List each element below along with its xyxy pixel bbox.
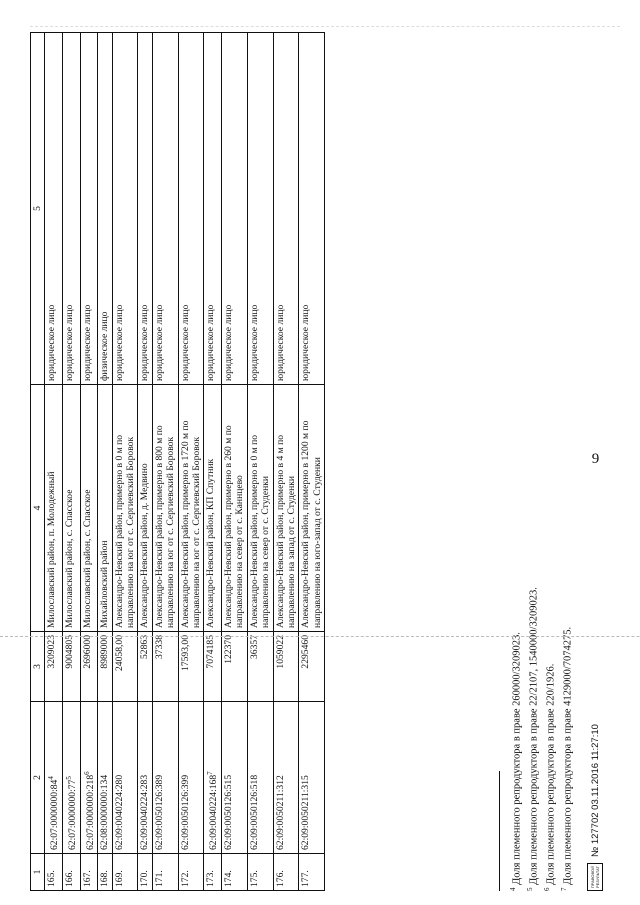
- owner-type: [138, 33, 152, 385]
- table-header-row: [31, 33, 45, 891]
- area-value-text: 1059022: [274, 635, 286, 669]
- footnote-text: Доля племенного репродуктора в праве 4129000/7074275.: [562, 626, 574, 885]
- row-number-text: 165.: [46, 870, 58, 887]
- cadastral-number-text: 62:07:0000000:218: [84, 774, 96, 850]
- row-number-text: 167.: [81, 870, 93, 887]
- cadastral-number-text: 62:09:0050211:315: [300, 775, 312, 850]
- location-text: Милославский район, с. Спасское: [64, 489, 75, 628]
- row-number: [222, 854, 248, 891]
- location: [63, 385, 81, 632]
- location: [45, 385, 63, 632]
- owner-type: [204, 33, 222, 385]
- cadastral-number: [63, 702, 81, 854]
- cadastral-number-text: 62:07:0000000:84: [49, 779, 61, 850]
- cadastral-number-text: 62:09:0050126:518: [248, 774, 260, 850]
- row-number-text: 169.: [113, 870, 125, 887]
- area-value-text: 24058,00: [113, 635, 125, 671]
- row-number: [247, 854, 273, 891]
- owner-type-text: юридическое лицо: [179, 304, 191, 381]
- cadastral-number-text: 62:09:0040224:283: [139, 774, 151, 850]
- location: [204, 385, 222, 632]
- owner-type: [273, 33, 299, 385]
- footnote-text: Доля племенного репродуктора в праве 260000/3209023.: [511, 632, 523, 885]
- area-value-text: 2696000: [81, 635, 93, 669]
- cadastral-number-text: 62:09:0040224:280: [113, 774, 125, 850]
- footnote-ref: 5: [65, 776, 73, 780]
- footnote: [558, 31, 575, 891]
- location-text: Александро-Невский район, примерно в 260 м по направлению на север от с. Каннцево: [223, 425, 246, 628]
- cadastral-number: [222, 702, 248, 854]
- registry-table: [30, 32, 325, 891]
- area-value: [63, 632, 81, 702]
- location-text: Александро-Невский район, примерно в 1200 м по направлению на юго-запад от с. Студенки: [300, 420, 323, 628]
- row-number-text: 170.: [139, 870, 151, 887]
- row-number: [63, 854, 81, 891]
- table-row: [80, 33, 98, 891]
- row-number: [178, 854, 204, 891]
- location: [247, 385, 273, 632]
- owner-type: [222, 33, 248, 385]
- owner-type-text: юридическое лицо: [205, 304, 217, 381]
- owner-type: [299, 33, 325, 385]
- header-col-3: 3: [31, 632, 45, 702]
- table-row: [299, 33, 325, 891]
- row-number-text: 174.: [223, 870, 235, 887]
- location: [152, 385, 178, 632]
- location: [299, 385, 325, 632]
- area-value-text: 37338: [153, 635, 165, 659]
- row-number: [45, 854, 63, 891]
- footnotes: [507, 31, 575, 891]
- owner-type: [178, 33, 204, 385]
- owner-type: [98, 33, 112, 385]
- area-value: [45, 632, 63, 702]
- area-value: [138, 632, 152, 702]
- area-value: [247, 632, 273, 702]
- location-text: Александро-Невский район, примерно в 1720 м по направлению на юг от с. Сергиевский Боровок: [179, 420, 203, 628]
- owner-type-text: юридическое лицо: [300, 304, 312, 381]
- location-text: Александро-Невский район, примерно в 0 м по направлению на юг от с. Сергиевский Боровок: [113, 434, 136, 628]
- row-number-text: 173.: [205, 870, 217, 887]
- cadastral-number: [45, 702, 63, 854]
- table-row: [273, 33, 299, 891]
- area-value-text: 8989000: [99, 635, 111, 669]
- cadastral-number: [273, 702, 299, 854]
- row-number-text: 177.: [300, 870, 312, 887]
- cadastral-number-text: 62:09:0050126:389: [153, 774, 165, 850]
- owner-type: [247, 33, 273, 385]
- table-row: [63, 33, 81, 891]
- location: [222, 385, 248, 632]
- area-value-text: 3209023: [46, 635, 58, 669]
- edge-guide: [0, 636, 640, 637]
- owner-type-text: юридическое лицо: [64, 304, 75, 381]
- cadastral-number: [138, 702, 152, 854]
- footnote-marker: 5: [526, 887, 534, 891]
- row-number: [152, 854, 178, 891]
- area-value: [112, 632, 138, 702]
- row-number-text: 166.: [64, 870, 75, 887]
- footnote: [507, 31, 524, 891]
- row-number: [138, 854, 152, 891]
- owner-type: [45, 33, 63, 385]
- row-number-text: 176.: [274, 870, 286, 887]
- table-row: [45, 33, 63, 891]
- area-value: [98, 632, 112, 702]
- area-value-text: 17593,00: [179, 635, 191, 671]
- location-text: Александро-Невский район, примерно в 0 м по направлению на север от с. Студенки: [248, 434, 272, 628]
- area-value: [152, 632, 178, 702]
- area-value: [178, 632, 204, 702]
- owner-type-text: юридическое лицо: [248, 304, 260, 381]
- stamp-logo-line-1: ПРАВОВОЙ: [590, 865, 595, 889]
- owner-type-text: юридическое лицо: [153, 304, 165, 381]
- location: [273, 385, 299, 632]
- table-row: [138, 33, 152, 891]
- margin-guide: [30, 26, 620, 27]
- footnote-marker: 6: [543, 887, 551, 891]
- cadastral-number-text: 62:07:0000000:77: [67, 779, 79, 850]
- owner-type: [152, 33, 178, 385]
- cadastral-number: [247, 702, 273, 854]
- owner-type-text: юридическое лицо: [274, 304, 286, 381]
- row-number: [204, 854, 222, 891]
- header-col-4: 4: [31, 385, 45, 632]
- location: [138, 385, 152, 632]
- area-value-text: 52863: [139, 635, 151, 659]
- row-number-text: 172.: [179, 870, 191, 887]
- owner-type: [80, 33, 98, 385]
- location-text: Милославский район, п. Молодежный: [46, 471, 58, 628]
- table-row: [178, 33, 204, 891]
- area-value-text: 2295460: [300, 635, 312, 669]
- location-text: Александро-Невский район, д. Медвино: [139, 463, 151, 628]
- header-col-2: 2: [31, 702, 45, 854]
- location-text: Милославский район, с. Спасское: [81, 489, 93, 628]
- row-number: [299, 854, 325, 891]
- row-number-text: 171.: [153, 870, 165, 887]
- table-row: [222, 33, 248, 891]
- owner-type: [112, 33, 138, 385]
- area-value: [299, 632, 325, 702]
- cadastral-number-text: 62:09:0050126:399: [179, 774, 191, 850]
- header-col-5: 5: [31, 33, 45, 385]
- stamp-logo-line-2: РЕЗУЛЬТАТ: [595, 866, 600, 888]
- area-value-text: 122370: [223, 635, 235, 664]
- area-value: [222, 632, 248, 702]
- cadastral-number: [204, 702, 222, 854]
- cadastral-number-text: 62:09:0040224:168: [208, 774, 220, 850]
- table-row: [204, 33, 222, 891]
- location-text: Александро-Невский район, примерно в 800 м по направлению на юг от с. Сергиевский Боровок: [153, 425, 177, 628]
- stamp-text: № 127702 03.11.2016 11:27:10: [589, 724, 601, 857]
- table-row: [112, 33, 138, 891]
- table-row: [152, 33, 178, 891]
- footnote-text: Доля племенного репродуктора в праве 22/2107, 1540000/3209023.: [528, 587, 540, 885]
- owner-type-text: юридическое лицо: [223, 304, 235, 381]
- stamp-logo: [587, 863, 603, 891]
- cadastral-number-text: 62:09:0050126:515: [223, 774, 235, 850]
- row-number: [112, 854, 138, 891]
- table-row: [247, 33, 273, 891]
- area-value: [204, 632, 222, 702]
- footnote: [524, 31, 541, 891]
- registration-stamp: [587, 724, 603, 891]
- row-number: [80, 854, 98, 891]
- footnote-separator: [499, 771, 500, 891]
- footnote-ref: 7: [206, 771, 215, 775]
- row-number-text: 168.: [99, 870, 111, 887]
- header-col-1: 1: [31, 854, 45, 891]
- area-value: [273, 632, 299, 702]
- cadastral-number: [98, 702, 112, 854]
- location: [80, 385, 98, 632]
- row-number-text: 175.: [248, 870, 260, 887]
- owner-type-text: юридическое лицо: [46, 304, 58, 381]
- footnote-marker: 7: [560, 887, 568, 891]
- cadastral-number: [112, 702, 138, 854]
- location-text: Александро-Невский район, КП Спутник: [205, 458, 217, 628]
- footnote-marker: 4: [509, 887, 517, 891]
- footnote-ref: 6: [82, 771, 91, 775]
- cadastral-number-text: 62:09:0050211:312: [274, 775, 286, 850]
- location: [112, 385, 138, 632]
- cadastral-number-text: 62:08:0000000:134: [99, 774, 111, 850]
- area-value-text: 9004805: [64, 635, 75, 669]
- table-row: [98, 33, 112, 891]
- cadastral-number: [152, 702, 178, 854]
- cadastral-number: [178, 702, 204, 854]
- location-text: Михайловский район: [99, 540, 111, 628]
- area-value-text: 7074185: [205, 635, 217, 669]
- location: [98, 385, 112, 632]
- owner-type-text: юридическое лицо: [113, 304, 125, 381]
- cadastral-number: [299, 702, 325, 854]
- owner-type-text: юридическое лицо: [81, 304, 93, 381]
- footnote-text: Доля племенного репродуктора в праве 220/1926.: [545, 663, 557, 885]
- footnote: [541, 31, 558, 891]
- owner-type-text: физическое лицо: [99, 311, 111, 381]
- page-number: 9: [591, 450, 600, 467]
- owner-type-text: юридическое лицо: [139, 304, 151, 381]
- table-body: [45, 33, 325, 891]
- location: [178, 385, 204, 632]
- area-value: [80, 632, 98, 702]
- location-text: Александро-Невский район, примерно в 4 м по направлению на запад от с. Студенки: [274, 434, 298, 628]
- owner-type: [63, 33, 81, 385]
- row-number: [98, 854, 112, 891]
- area-value-text: 36357: [248, 635, 260, 659]
- cadastral-number: [80, 702, 98, 854]
- footnote-ref: 4: [47, 776, 56, 780]
- row-number: [273, 854, 299, 891]
